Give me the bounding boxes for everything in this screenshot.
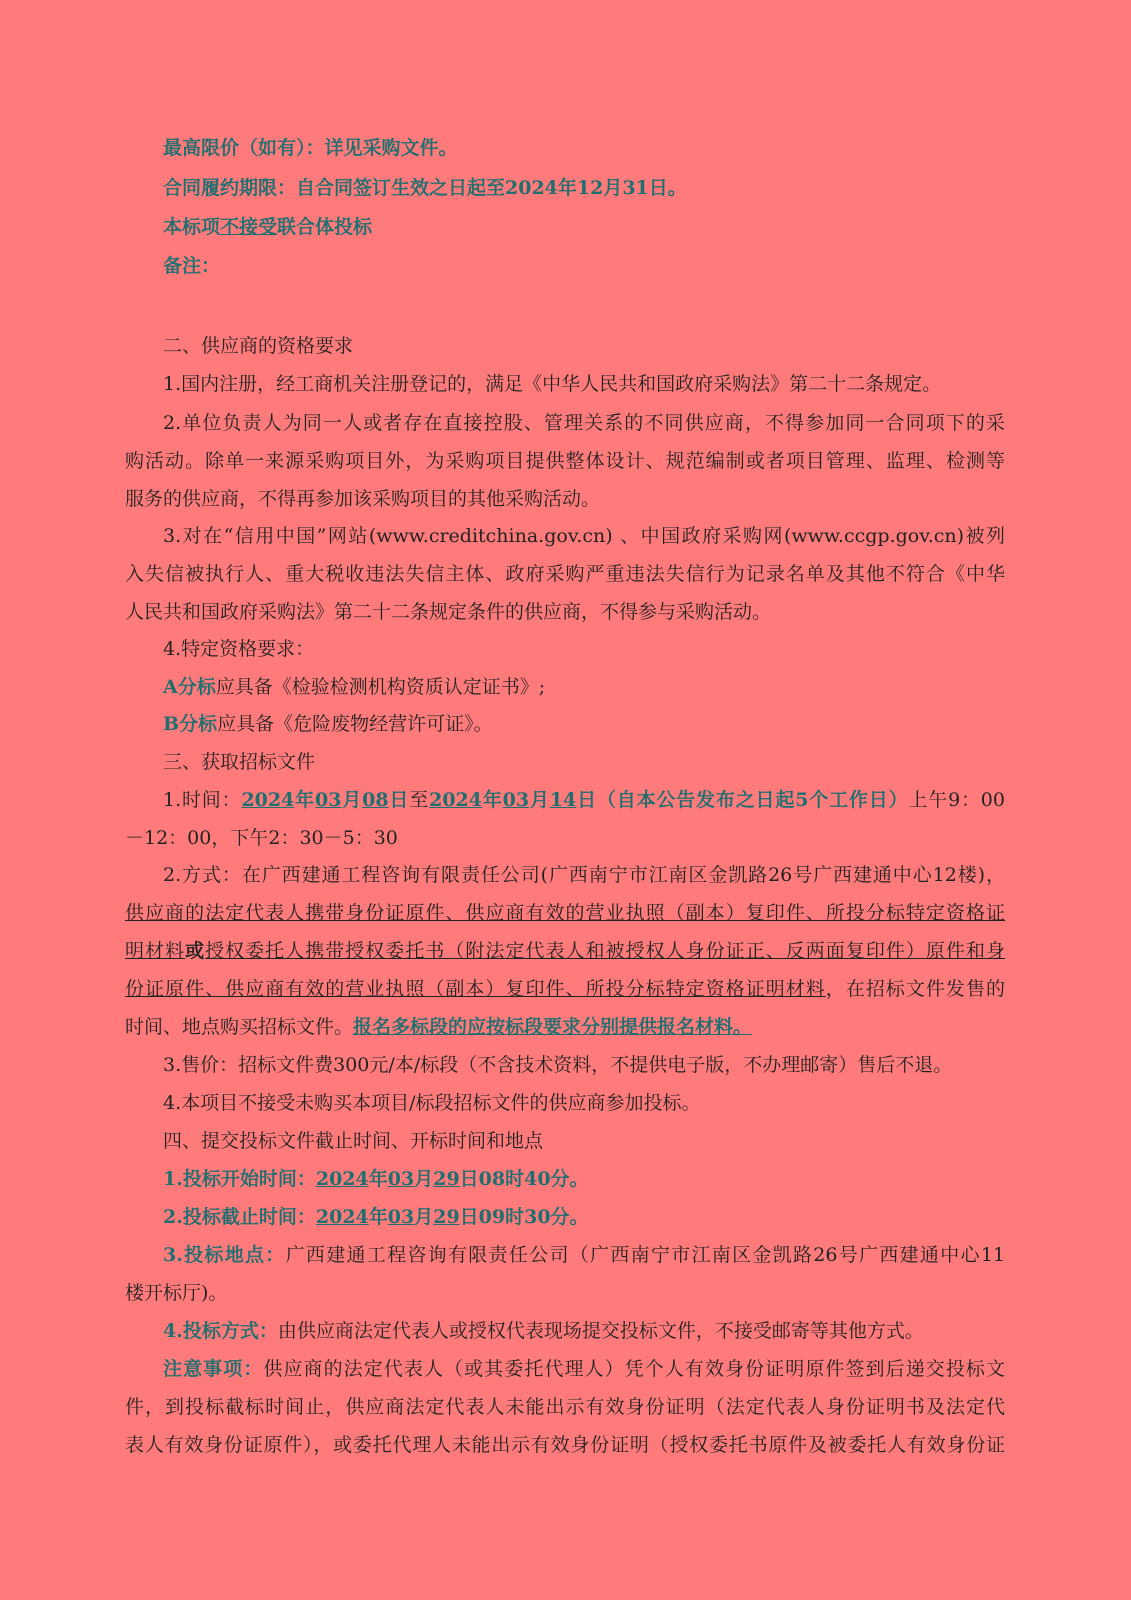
method-line5-a: 时间、地点购买招标文件。 (125, 1016, 354, 1038)
section2-item2-line2: 购活动。除单一来源采购项目外，为采购项目提供整体设计、规范编制或者项目管理、监理、检测等 (125, 450, 1005, 472)
method-line3-or: 或 (185, 940, 206, 962)
consortium-text-b: 不接受 (220, 216, 278, 238)
lot-b-text: 应具备《危险废物经营许可证》。 (217, 713, 493, 735)
section3-note4: 4.本项目不接受未购买本项目/标段招标文件的供应商参加投标。 (163, 1092, 701, 1114)
lot-b-label: B分标 (163, 713, 218, 735)
bid-end-day: 29 (433, 1206, 460, 1228)
bid-place-line2: 楼开标厅)。 (125, 1282, 228, 1304)
consortium-line (163, 215, 1005, 239)
method-line3-a: 明材料 (125, 940, 186, 962)
remark-line (163, 254, 1005, 278)
section3-method-line2 (125, 901, 1005, 925)
section3-method-line3 (125, 939, 1005, 963)
section3-time-line1 (163, 788, 1005, 812)
time-prefix: 1.时间： (163, 789, 242, 811)
section2-item2-line1: 2.单位负责人为同一人或者存在直接控股、管理关系的不同供应商，不得参加同一合同项下的采 (163, 412, 1005, 434)
bid-start-month-char: 月 (414, 1168, 434, 1190)
method-line4-a: 份证原件、供应商有效的营业执照（副本）复印件、所投分标特定资格证明材料 (125, 978, 826, 1000)
section3-method-line4 (125, 977, 1005, 1001)
working-days-note: 日（自本公告发布之日起5个工作日） (576, 789, 909, 811)
day-char-1: 日 (388, 789, 410, 811)
section3-time-line2: －12：00，下午2：30－5：30 (125, 827, 398, 849)
bid-mode-label: 4.投标方式： (163, 1320, 278, 1342)
bid-end-year-char: 年 (368, 1206, 388, 1228)
method-line2-text: 供应商的法定代表人携带身份证原件、供应商有效的营业执照（副本）复印件、所投分标特定资格证 (125, 902, 1005, 924)
section3-price: 3.售价：招标文件费300元/本/标段（不含技术资料，不提供电子版，不办理邮寄）售后不退。 (163, 1054, 953, 1076)
section4-heading: 四、提交投标文件截止时间、开标时间和地点 (163, 1130, 544, 1152)
morning-time: 上午9：00 (908, 789, 1005, 811)
consortium-text-c: 联合体投标 (277, 216, 373, 238)
section2-item2-line3: 服务的供应商，不得再参加该采购项目的其他采购活动。 (125, 488, 601, 510)
year-char-1: 年 (294, 789, 316, 811)
start-month: 03 (315, 789, 342, 811)
start-year: 2024 (241, 789, 295, 811)
lot-b-line (163, 712, 1005, 736)
bid-place-line1 (163, 1243, 1005, 1267)
max-price-line (163, 136, 1005, 160)
notice-label: 注意事项： (163, 1358, 264, 1380)
end-month: 03 (502, 789, 530, 811)
bid-start-year: 2024 (315, 1168, 369, 1190)
bid-end-rest: 日09时30分。 (459, 1206, 589, 1228)
section2-item4: 4.特定资格要求： (163, 638, 315, 660)
end-year: 2024 (429, 789, 482, 811)
contract-period-text: 自合同签订生效之日起至2024年12月31日。 (296, 177, 687, 199)
contract-period-line (163, 176, 1005, 200)
bid-start-rest: 日08时40分。 (459, 1168, 589, 1190)
section2-item3-line1: 3.对在“信用中国”网站(www.creditchina.gov.cn) 、中国政府采购网(www.ccgp.gov.cn)被列 (163, 525, 1005, 547)
notice-text1: 供应商的法定代表人（或其委托代理人）凭个人有效身份证明原件签到后递交投标文 (263, 1358, 1005, 1380)
bid-start-month: 03 (387, 1168, 415, 1190)
bid-end-month-char: 月 (414, 1206, 434, 1228)
bid-start-label: 1.投标开始时间： (163, 1168, 316, 1190)
section3-heading: 三、获取招标文件 (163, 751, 316, 773)
end-day: 14 (549, 789, 577, 811)
bid-end-year: 2024 (315, 1206, 369, 1228)
notice-line2: 件，到投标截标时间止，供应商法定代表人未能出示有效身份证明（法定代表人身份证明书及法定代 (125, 1396, 1005, 1418)
bid-place-text: 广西建通工程咨询有限责任公司（广西南宁市江南区金凯路26号广西建通中心11 (285, 1244, 1005, 1266)
bid-mode-line (163, 1319, 1005, 1343)
bid-end-label: 2.投标截止时间： (163, 1206, 316, 1228)
lot-a-line (163, 675, 1005, 699)
section2-item3-line2: 入失信被执行人、重大税收违法失信主体、政府采购严重违法失信行为记录名单及其他不符合《中华 (125, 563, 1005, 585)
to-char: 至 (409, 789, 430, 811)
section2-item3-line3: 人民共和国政府采购法》第二十二条规定条件的供应商，不得参与采购活动。 (125, 601, 772, 623)
bid-mode-text: 由供应商法定代表人或授权代表现场提交投标文件，不接受邮寄等其他方式。 (277, 1320, 924, 1342)
remark-label: 备注： (163, 255, 221, 277)
month-char-2: 月 (529, 789, 550, 811)
notice-line1 (163, 1357, 1005, 1381)
method-line5-b: 报名多标段的应按标段要求分别提供报名材料。 (353, 1016, 753, 1038)
year-char-2: 年 (482, 789, 503, 811)
method-line4-b: ，在招标文件发售的 (825, 978, 1005, 1000)
month-char-1: 月 (341, 789, 363, 811)
bid-start-line (163, 1167, 1005, 1191)
section2-heading: 二、供应商的资格要求 (163, 335, 354, 357)
section2-item1: 1.国内注册，经工商机关注册登记的，满足《中华人民共和国政府采购法》第二十二条规定。 (163, 373, 942, 395)
bid-end-line (163, 1205, 1005, 1229)
lot-a-label: A分标 (163, 676, 216, 698)
lot-a-text: 应具备《检验检测机构资质认定证书》; (215, 676, 546, 698)
section3-method-line5 (125, 1015, 1005, 1039)
consortium-text-a: 本标项 (163, 216, 221, 238)
max-price-text: 最高限价（如有）：详见采购文件。 (163, 137, 458, 159)
bid-place-label: 3.投标地点： (163, 1244, 286, 1266)
start-day: 08 (362, 789, 389, 811)
bid-end-month: 03 (387, 1206, 415, 1228)
section3-method-line1: 2.方式：在广西建通工程咨询有限责任公司(广西南宁市江南区金凯路26号广西建通中心12楼)， (163, 864, 1005, 886)
notice-line3: 表人有效身份证原件），或委托代理人未能出示有效身份证明（授权委托书原件及被委托人有效身份证 (125, 1434, 1005, 1456)
method-line3-c: 授权委托人携带授权委托书（附法定代表人和被授权人身份证正、反两面复印件）原件和身 (205, 940, 1005, 962)
bid-start-day: 29 (433, 1168, 460, 1190)
bid-start-year-char: 年 (368, 1168, 388, 1190)
contract-period-label: 合同履约期限： (163, 177, 297, 199)
